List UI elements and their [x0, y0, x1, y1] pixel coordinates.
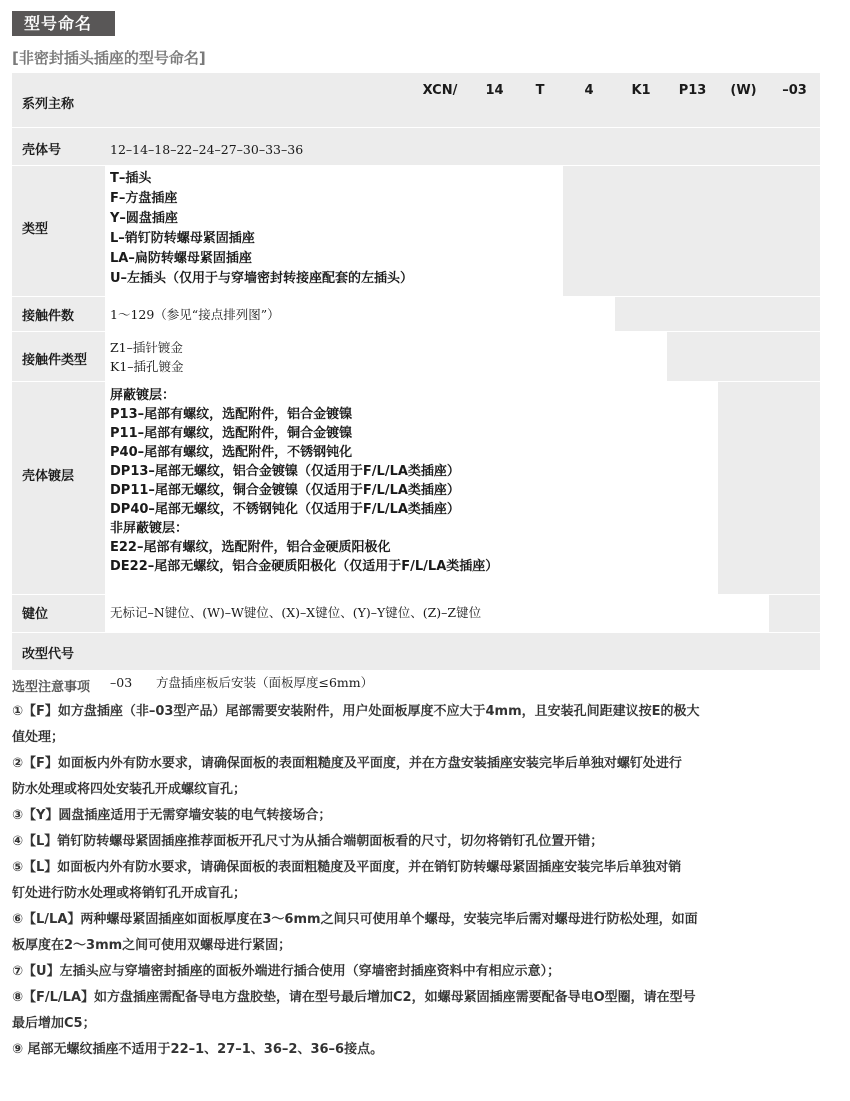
- note-line: ①【F】如方盘插座（非–03型产品）尾部需要安装附件，用户处面板厚度不应大于4mm，且安装孔间距建议按E的极大: [12, 704, 700, 719]
- plating-values: [110, 386, 498, 576]
- label-shell: 壳体号: [22, 143, 62, 158]
- code-plating: P13: [678, 83, 707, 98]
- plating-line: P11–尾部有螺纹，选配附件，铜合金镀镍: [110, 426, 353, 441]
- code-key: (W): [730, 83, 757, 98]
- type-line: Y–圆盘插座: [110, 211, 178, 226]
- notes-title: 选型注意事项: [12, 680, 91, 695]
- note-line: ⑤【L】如面板内外有防水要求，请确保面板的表面粗糙度及平面度，并在销钉防转螺母紧固插座安装完毕后单独对销: [12, 860, 682, 875]
- selection-notes: [12, 677, 802, 1063]
- note-line: 钉处进行防水处理或将销钉孔开成盲孔；: [12, 886, 247, 901]
- type-line: F–方盘插座: [110, 191, 178, 206]
- plating-line: 非屏蔽镀层：: [110, 521, 189, 536]
- note-line: ⑦【U】左插头应与穿墙密封插座的面板外端进行插合使用（穿墙密封插座资料中有相应示意）；: [12, 964, 561, 979]
- note-line: ⑧【F/L/LA】如方盘插座需配备导电方盘胶垫，请在型号最后增加C2，如螺母紧固插座需要配备导电O型圈，请在型号: [12, 990, 696, 1005]
- type-line: L–销钉防转螺母紧固插座: [110, 231, 255, 246]
- note-line: ⑥【L/LA】两种螺母紧固插座如面板厚度在3～6mm之间只可使用单个螺母，安装完毕后需对螺母进行防松处理，如面: [12, 912, 698, 927]
- label-mod: 改型代号: [22, 647, 75, 662]
- code-series: XCN/: [422, 83, 458, 98]
- code-contact-type: K1: [631, 83, 651, 98]
- contact-type-values: [110, 338, 184, 376]
- code-mod: –03: [782, 83, 807, 98]
- section-title-badge: 型号命名: [12, 11, 115, 36]
- plating-line: DE22–尾部无螺纹，铝合金硬质阳极化（仅适用于F/L/LA类插座）: [110, 559, 499, 574]
- plating-line: DP40–尾部无螺纹，不锈钢钝化（仅适用于F/L/LA类插座）: [110, 502, 460, 517]
- contact-type-line: K1–插孔镀金: [110, 359, 184, 374]
- code-type: T: [535, 83, 545, 98]
- note-line: ③【Y】圆盘插座适用于无需穿墙安装的电气转接场合；: [12, 808, 332, 823]
- note-line: ②【F】如面板内外有防水要求，请确保面板的表面粗糙度及平面度，并在方盘安装插座安装完毕后单独对螺钉处进行: [12, 756, 682, 771]
- note-line: ④【L】销钉防转螺母紧固插座推荐面板开孔尺寸为从插合端朝面板看的尺寸，切勿将销钉孔位置开错；: [12, 834, 604, 849]
- label-type: 类型: [22, 222, 49, 237]
- type-values: [110, 169, 413, 289]
- note-line: 值处理；: [12, 730, 65, 745]
- plating-line: DP11–尾部无螺纹，铜合金镀镍（仅适用于F/L/LA类插座）: [110, 483, 460, 498]
- bg-row-series: [12, 73, 472, 127]
- bg-col-rest-5: [718, 382, 820, 594]
- note-line: ⑨ 尾部无螺纹插座不适用于22–1、27–1、36–2、36–6接点。: [12, 1042, 384, 1057]
- bg-col-rest: [517, 128, 820, 165]
- contact-type-line: Z1–插针镀金: [110, 340, 183, 355]
- label-key: 键位: [22, 607, 49, 622]
- plating-line: DP13–尾部无螺纹，铝合金镀镍（仅适用于F/L/LA类插座）: [110, 464, 460, 479]
- contacts-values: [110, 305, 280, 324]
- shell-values: [110, 140, 303, 159]
- type-line: LA–扁防转螺母紧固插座: [110, 251, 252, 266]
- plating-line: P13–尾部有螺纹，选配附件，铝合金镀镍: [110, 407, 353, 422]
- label-contact-type: 接触件类型: [22, 353, 88, 368]
- section-subtitle: [非密封插头插座的型号命名]: [12, 49, 206, 67]
- key-line: 无标记–N键位、(W)–W键位、(X)–X键位、(Y)–Y键位、(Z)–Z键位: [110, 605, 482, 620]
- label-contacts: 接触件数: [22, 309, 75, 324]
- bg-col-rest-2: [563, 166, 820, 296]
- type-line: U–左插头（仅用于与穿墙密封转接座配套的左插头）: [110, 271, 414, 286]
- note-line: 防水处理或将四处安装孔开成螺纹盲孔；: [12, 782, 247, 797]
- label-series: 系列主称: [22, 97, 75, 112]
- note-line: 板厚度在2～3mm之间可使用双螺母进行紧固；: [12, 938, 292, 953]
- plating-line: 屏蔽镀层：: [110, 388, 176, 403]
- bg-codes: [472, 73, 820, 127]
- mod-line: –03 方盘插座板后安装（面板厚度≤6mm）: [110, 675, 374, 690]
- plating-line: E22–尾部有螺纹，选配附件，铝合金硬质阳极化: [110, 540, 391, 555]
- type-line: T–插头: [110, 171, 152, 186]
- note-line: 最后增加C5；: [12, 1016, 96, 1031]
- contacts-line: 1～129（参见“接点排列图”）: [110, 307, 280, 322]
- bg-col-rest-6: [769, 595, 820, 632]
- shell-line: 12–14–18–22–24–27–30–33–36: [110, 142, 304, 157]
- key-values: [110, 603, 481, 622]
- code-shell: 14: [485, 83, 504, 98]
- code-contacts: 4: [584, 83, 594, 98]
- bg-col-rest-3: [615, 297, 820, 331]
- plating-line: P40–尾部有螺纹，选配附件，不锈钢钝化: [110, 445, 353, 460]
- bg-row-plating-label: [12, 382, 105, 594]
- label-plating: 壳体镀层: [22, 469, 75, 484]
- bg-col-rest-4: [667, 332, 820, 381]
